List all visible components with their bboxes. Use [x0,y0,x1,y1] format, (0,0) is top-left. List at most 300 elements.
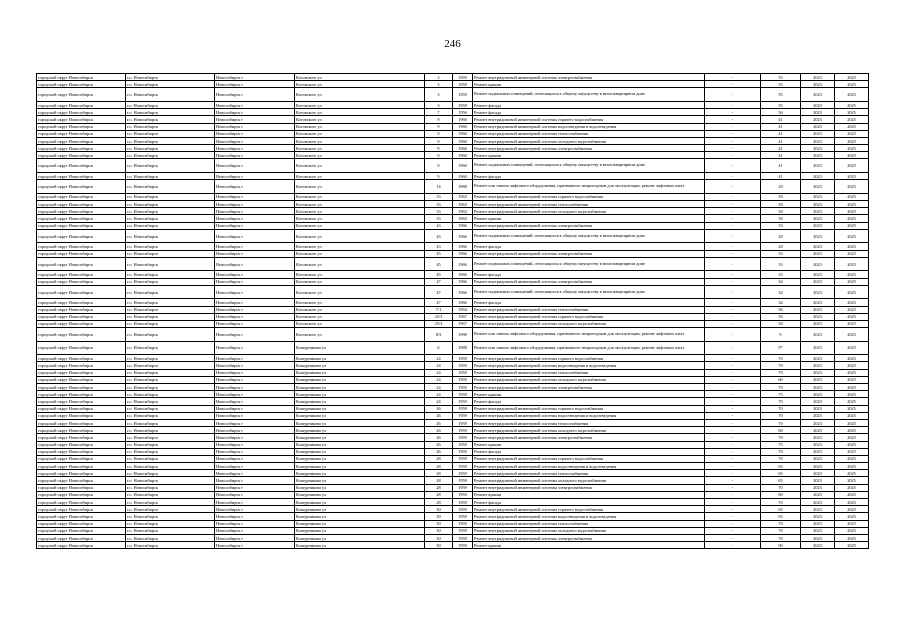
street-cell: Котовского ул [295,101,425,108]
house-number-cell: 26 [425,419,453,426]
end-year-cell: 2025 [835,463,869,470]
start-year-cell: 2023 [801,278,835,285]
work-type-cell: Ремонт внутридомовой инженерной системы холодного водоснабжения [473,427,705,434]
end-year-cell: 2025 [835,419,869,426]
end-year-cell: 2025 [835,271,869,278]
municipality-cell: городской округ Новосибирск [37,427,126,434]
city-cell: Новосибирск г [215,285,295,299]
year-cell: 1966 [453,278,473,285]
work-type-cell: Ремонт фасада [473,109,705,116]
end-year-cell: 2025 [835,441,869,448]
wear-percent-cell: 56 [761,306,801,313]
city-cell: Новосибирск г [215,534,295,541]
wear-percent-cell: 80 [761,491,801,498]
district-cell: г.о. Новосибирск [126,243,215,250]
city-cell: Новосибирск г [215,391,295,398]
municipality-cell: городской округ Новосибирск [37,250,126,257]
end-year-cell: 2025 [835,222,869,229]
city-cell: Новосибирск г [215,484,295,491]
start-year-cell: 2023 [801,222,835,229]
work-cost-cell: - [705,520,761,527]
table-row [37,257,869,271]
end-year-cell: 2025 [835,145,869,152]
end-year-cell: 2025 [835,201,869,208]
house-number-cell: 9 [425,173,453,180]
wear-percent-cell: 41 [761,116,801,123]
start-year-cell: 2023 [801,499,835,506]
year-cell: 1960 [453,145,473,152]
district-cell: г.о. Новосибирск [126,455,215,462]
table-row [37,229,869,243]
work-type-cell: Ремонт внутридомовой инженерной системы электроснабжения [473,484,705,491]
house-number-cell: 24 [425,398,453,405]
work-type-cell: Ремонт внутридомовой инженерной системы водоотведения и водоотведения [473,463,705,470]
work-type-cell: Ремонт внутридомовой инженерной системы теплоснабжения [473,369,705,376]
end-year-cell: 2025 [835,208,869,215]
wear-percent-cell: 70 [761,448,801,455]
municipality-cell: городской округ Новосибирск [37,405,126,412]
table-row [37,101,869,108]
work-type-cell: Ремонт внутридомовой инженерной системы теплоснабжения [473,306,705,313]
end-year-cell: 2025 [835,376,869,383]
house-number-cell: 30 [425,513,453,520]
table-row [37,477,869,484]
work-cost-cell: - [705,341,761,355]
year-cell: 1963 [453,193,473,200]
work-cost-cell: - [705,306,761,313]
work-cost-cell: - [705,441,761,448]
street-cell: Кошурникова ул [295,534,425,541]
district-cell: г.о. Новосибирск [126,306,215,313]
street-cell: Котовского ул [295,81,425,88]
start-year-cell: 2023 [801,201,835,208]
year-cell: 1960 [453,173,473,180]
start-year-cell: 2023 [801,320,835,327]
work-cost-cell: - [705,470,761,477]
end-year-cell: 2025 [835,484,869,491]
year-cell: 1954 [453,306,473,313]
house-number-cell: 33 [425,208,453,215]
house-number-cell: 26 [425,434,453,441]
work-type-cell: Ремонт внутридомовой инженерной системы электроснабжения [473,278,705,285]
table-row [37,455,869,462]
year-cell: 1959 [453,419,473,426]
table-row [37,328,869,342]
wear-percent-cell: 75 [761,441,801,448]
end-year-cell: 2025 [835,173,869,180]
municipality-cell: городской округ Новосибирск [37,534,126,541]
work-cost-cell: - [705,278,761,285]
city-cell: Новосибирск г [215,250,295,257]
municipality-cell: городской округ Новосибирск [37,499,126,506]
year-cell: 1959 [453,534,473,541]
start-year-cell: 2023 [801,152,835,159]
municipality-cell: городской округ Новосибирск [37,208,126,215]
end-year-cell: 2025 [835,405,869,412]
year-cell: 1959 [453,491,473,498]
street-cell: Котовского ул [295,123,425,130]
work-type-cell: Ремонт подвальных помещений, относящихся к общему имуществу в многоквартирном доме [473,159,705,173]
house-number-cell: 28 [425,499,453,506]
work-cost-cell: - [705,285,761,299]
year-cell: 1966 [453,243,473,250]
wear-percent-cell: 55 [761,81,801,88]
municipality-cell: городской округ Новосибирск [37,74,126,81]
end-year-cell: 2025 [835,513,869,520]
wear-percent-cell: 70 [761,398,801,405]
year-cell: 1959 [453,74,473,81]
street-cell: Котовского ул [295,88,425,102]
house-number-cell: 7/1 [425,306,453,313]
table-row [37,180,869,194]
end-year-cell: 2025 [835,243,869,250]
house-number-cell: 26 [425,448,453,455]
district-cell: г.о. Новосибирск [126,137,215,144]
street-cell: Котовского ул [295,130,425,137]
city-cell: Новосибирск г [215,434,295,441]
district-cell: г.о. Новосибирск [126,491,215,498]
year-cell: 1959 [453,527,473,534]
street-cell: Кошурникова ул [295,391,425,398]
city-cell: Новосибирск г [215,278,295,285]
house-number-cell: 9 [425,159,453,173]
district-cell: г.о. Новосибирск [126,180,215,194]
district-cell: г.о. Новосибирск [126,534,215,541]
district-cell: г.о. Новосибирск [126,299,215,306]
work-type-cell: Ремонт внутридомовой инженерной системы холодного водоснабжения [473,320,705,327]
year-cell: 1959 [453,513,473,520]
district-cell: г.о. Новосибирск [126,506,215,513]
municipality-cell: городской округ Новосибирск [37,434,126,441]
district-cell: г.о. Новосибирск [126,405,215,412]
start-year-cell: 2023 [801,257,835,271]
municipality-cell: городской округ Новосибирск [37,376,126,383]
street-cell: Котовского ул [295,152,425,159]
end-year-cell: 2025 [835,328,869,342]
table-row [37,243,869,250]
work-cost-cell: - [705,250,761,257]
start-year-cell: 2023 [801,391,835,398]
work-type-cell: Ремонт внутридомовой инженерной системы горячего водоснабжения [473,355,705,362]
house-number-cell: 24 [425,384,453,391]
district-cell: г.о. Новосибирск [126,271,215,278]
year-cell: 1960 [453,123,473,130]
district-cell: г.о. Новосибирск [126,341,215,355]
city-cell: Новосибирск г [215,506,295,513]
district-cell: г.о. Новосибирск [126,215,215,222]
district-cell: г.о. Новосибирск [126,398,215,405]
end-year-cell: 2025 [835,159,869,173]
district-cell: г.о. Новосибирск [126,320,215,327]
start-year-cell: 2023 [801,328,835,342]
wear-percent-cell: 41 [761,145,801,152]
year-cell: 1959 [453,412,473,419]
year-cell: 1959 [453,376,473,383]
work-type-cell: Ремонт внутридомовой инженерной системы холодного водоснабжения [473,477,705,484]
house-number-cell: 7 [425,109,453,116]
wear-percent-cell: 65 [761,513,801,520]
year-cell: 1966 [453,299,473,306]
wear-percent-cell: 41 [761,123,801,130]
city-cell: Новосибирск г [215,398,295,405]
district-cell: г.о. Новосибирск [126,527,215,534]
municipality-cell: городской округ Новосибирск [37,159,126,173]
start-year-cell: 2023 [801,180,835,194]
work-type-cell: Ремонт фасада [473,271,705,278]
start-year-cell: 2023 [801,299,835,306]
municipality-cell: городской округ Новосибирск [37,506,126,513]
work-cost-cell: - [705,101,761,108]
municipality-cell: городской округ Новосибирск [37,271,126,278]
district-cell: г.о. Новосибирск [126,285,215,299]
table-row [37,215,869,222]
table-row [37,250,869,257]
table-body [37,74,869,549]
municipality-cell: городской округ Новосибирск [37,513,126,520]
table-row [37,109,869,116]
year-cell: 1966 [453,222,473,229]
municipality-cell: городской округ Новосибирск [37,391,126,398]
year-cell: 1963 [453,215,473,222]
start-year-cell: 2023 [801,123,835,130]
end-year-cell: 2025 [835,427,869,434]
work-cost-cell: - [705,328,761,342]
wear-percent-cell: 90 [761,542,801,549]
wear-percent-cell: 55 [761,74,801,81]
year-cell: 1960 [453,137,473,144]
house-number-cell: 3 [425,88,453,102]
work-type-cell: Ремонт внутридомовой инженерной системы теплоснабжения [473,130,705,137]
house-number-cell: 47 [425,278,453,285]
house-number-cell: 28 [425,470,453,477]
wear-percent-cell: 70 [761,419,801,426]
house-number-cell: 30 [425,506,453,513]
work-cost-cell: - [705,362,761,369]
city-cell: Новосибирск г [215,320,295,327]
work-cost-cell: - [705,81,761,88]
year-cell: 1959 [453,455,473,462]
work-type-cell: Ремонт внутридомовой инженерной системы теплоснабжения [473,201,705,208]
district-cell: г.о. Новосибирск [126,208,215,215]
table-row [37,81,869,88]
street-cell: Котовского ул [295,243,425,250]
end-year-cell: 2025 [835,384,869,391]
start-year-cell: 2023 [801,81,835,88]
house-number-cell: 33 [425,215,453,222]
end-year-cell: 2025 [835,278,869,285]
city-cell: Новосибирск г [215,173,295,180]
district-cell: г.о. Новосибирск [126,412,215,419]
work-type-cell: Ремонт внутридомовой инженерной системы холодного водоснабжения [473,137,705,144]
wear-percent-cell: 41 [761,159,801,173]
municipality-cell: городской округ Новосибирск [37,173,126,180]
table-row [37,398,869,405]
wear-percent-cell: 70 [761,455,801,462]
work-type-cell: Ремонт внутридомовой инженерной системы электроснабжения [473,250,705,257]
street-cell: Кошурникова ул [295,376,425,383]
end-year-cell: 2025 [835,470,869,477]
start-year-cell: 2023 [801,193,835,200]
city-cell: Новосибирск г [215,229,295,243]
table-row [37,201,869,208]
city-cell: Новосибирск г [215,455,295,462]
house-number-cell: 28 [425,477,453,484]
work-cost-cell: - [705,313,761,320]
district-cell: г.о. Новосибирск [126,470,215,477]
end-year-cell: 2025 [835,434,869,441]
district-cell: г.о. Новосибирск [126,116,215,123]
work-cost-cell: - [705,222,761,229]
year-cell: 1963 [453,201,473,208]
work-cost-cell: - [705,193,761,200]
start-year-cell: 2023 [801,520,835,527]
year-cell: 1988 [453,341,473,355]
district-cell: г.о. Новосибирск [126,222,215,229]
table-row [37,527,869,534]
district-cell: г.о. Новосибирск [126,376,215,383]
table-row [37,130,869,137]
work-cost-cell: - [705,208,761,215]
table-row [37,434,869,441]
year-cell: 1963 [453,208,473,215]
start-year-cell: 2023 [801,484,835,491]
street-cell: Котовского ул [295,74,425,81]
start-year-cell: 2023 [801,427,835,434]
house-number-cell: 9 [425,123,453,130]
house-number-cell: 45 [425,257,453,271]
district-cell: г.о. Новосибирск [126,419,215,426]
street-cell: Кошурникова ул [295,499,425,506]
city-cell: Новосибирск г [215,208,295,215]
wear-percent-cell: 30 [761,208,801,215]
house-number-cell: 25/3 [425,313,453,320]
street-cell: Кошурникова ул [295,470,425,477]
street-cell: Котовского ул [295,250,425,257]
year-cell: 1959 [453,434,473,441]
work-type-cell: Ремонт фасада [473,243,705,250]
street-cell: Котовского ул [295,320,425,327]
district-cell: г.о. Новосибирск [126,328,215,342]
table-row [37,355,869,362]
end-year-cell: 2025 [835,116,869,123]
street-cell: Котовского ул [295,278,425,285]
table-row [37,470,869,477]
work-cost-cell: - [705,419,761,426]
wear-percent-cell: 70 [761,362,801,369]
municipality-cell: городской округ Новосибирск [37,152,126,159]
city-cell: Новосибирск г [215,81,295,88]
house-number-cell: 6 [425,341,453,355]
start-year-cell: 2023 [801,470,835,477]
street-cell: Котовского ул [295,285,425,299]
end-year-cell: 2025 [835,215,869,222]
city-cell: Новосибирск г [215,427,295,434]
table-row [37,484,869,491]
work-type-cell: Ремонт внутридомовой инженерной системы горячего водоснабжения [473,313,705,320]
work-type-cell: Ремонт внутридомовой инженерной системы теплоснабжения [473,419,705,426]
end-year-cell: 2025 [835,477,869,484]
work-type-cell: Ремонт внутридомовой инженерной системы электроснабжения [473,74,705,81]
city-cell: Новосибирск г [215,384,295,391]
street-cell: Кошурникова ул [295,412,425,419]
start-year-cell: 2023 [801,109,835,116]
city-cell: Новосибирск г [215,362,295,369]
city-cell: Новосибирск г [215,101,295,108]
municipality-cell: городской округ Новосибирск [37,116,126,123]
district-cell: г.о. Новосибирск [126,152,215,159]
year-cell: 1966 [453,250,473,257]
district-cell: г.о. Новосибирск [126,513,215,520]
year-cell: 1960 [453,130,473,137]
wear-percent-cell: 50 [761,313,801,320]
district-cell: г.о. Новосибирск [126,81,215,88]
start-year-cell: 2023 [801,542,835,549]
municipality-cell: городской округ Новосибирск [37,306,126,313]
house-number-cell: 26 [425,405,453,412]
city-cell: Новосибирск г [215,137,295,144]
start-year-cell: 2023 [801,137,835,144]
end-year-cell: 2025 [835,306,869,313]
work-cost-cell: - [705,463,761,470]
start-year-cell: 2023 [801,101,835,108]
city-cell: Новосибирск г [215,355,295,362]
city-cell: Новосибирск г [215,513,295,520]
work-type-cell: Ремонт крыши [473,542,705,549]
year-cell: 1960 [453,116,473,123]
table-row [37,491,869,498]
table-row [37,513,869,520]
house-number-cell: 33 [425,193,453,200]
street-cell: Кошурникова ул [295,434,425,441]
city-cell: Новосибирск г [215,328,295,342]
work-type-cell: Ремонт крыши [473,491,705,498]
table-row [37,271,869,278]
start-year-cell: 2023 [801,434,835,441]
municipality-cell: городской округ Новосибирск [37,243,126,250]
table-row [37,208,869,215]
wear-percent-cell: 56 [761,109,801,116]
city-cell: Новосибирск г [215,159,295,173]
end-year-cell: 2025 [835,341,869,355]
wear-percent-cell: 30 [761,193,801,200]
house-number-cell: 14 [425,180,453,194]
district-cell: г.о. Новосибирск [126,520,215,527]
street-cell: Кошурникова ул [295,405,425,412]
work-type-cell: Ремонт подвальных помещений, относящихся к общему имуществу в многоквартирном доме [473,88,705,102]
wear-percent-cell: 30 [761,215,801,222]
wear-percent-cell: 65 [761,463,801,470]
district-cell: г.о. Новосибирск [126,427,215,434]
work-cost-cell: - [705,180,761,194]
city-cell: Новосибирск г [215,369,295,376]
end-year-cell: 2025 [835,299,869,306]
street-cell: Котовского ул [295,137,425,144]
city-cell: Новосибирск г [215,257,295,271]
table-row [37,448,869,455]
street-cell: Кошурникова ул [295,477,425,484]
district-cell: г.о. Новосибирск [126,193,215,200]
wear-percent-cell: 70 [761,355,801,362]
year-cell: 1959 [453,463,473,470]
start-year-cell: 2023 [801,313,835,320]
house-number-cell: 8/3 [425,328,453,342]
street-cell: Котовского ул [295,208,425,215]
start-year-cell: 2023 [801,116,835,123]
municipality-cell: городской округ Новосибирск [37,299,126,306]
year-cell: 1990 [453,328,473,342]
street-cell: Кошурникова ул [295,448,425,455]
start-year-cell: 2023 [801,88,835,102]
